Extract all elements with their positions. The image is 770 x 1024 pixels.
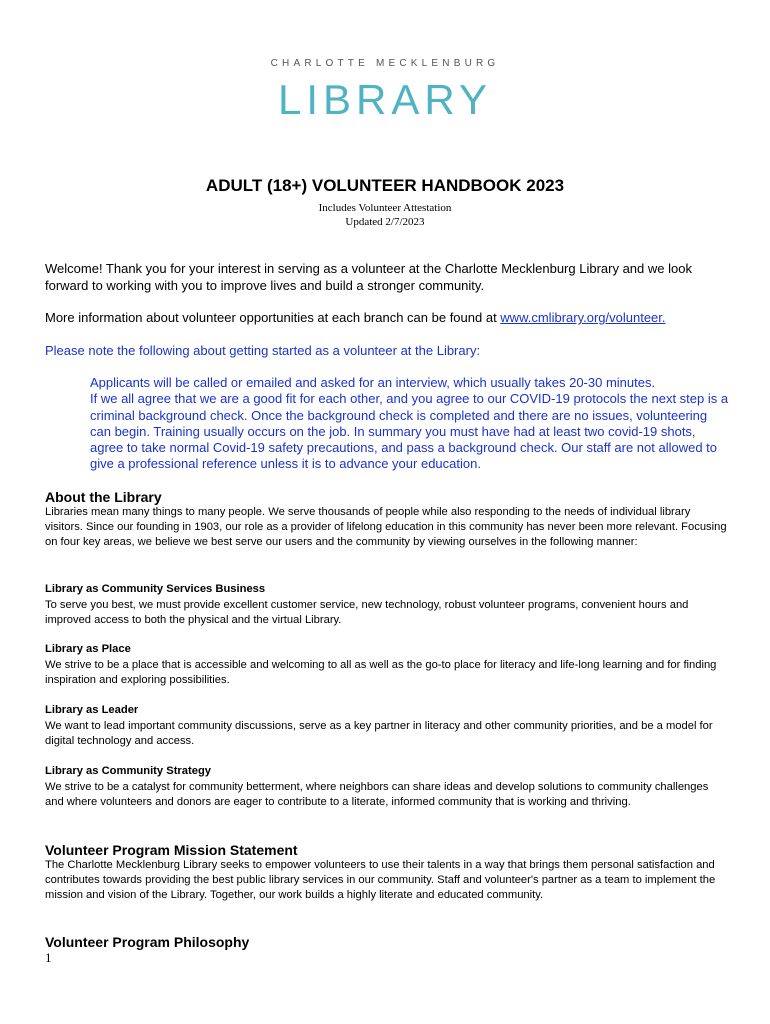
- about-body: Libraries mean many things to many people. We serve thousands of people while also responding to the needs of individual library visitors. Since our founding in 1903, our role as a provider of lifelong education in this community has never been more relevant. Focusing on four key areas, we believe we best serve our users and the community by viewing ourselves in the following manner:: [45, 506, 727, 549]
- area-body-business: To serve you best, we must provide excellent customer service, new technology, robust volunteer programs, convenient hours and improved access to both the physical and the virtual Library.: [45, 599, 689, 627]
- philosophy-heading: Volunteer Program Philosophy: [45, 934, 250, 950]
- mission-heading: Volunteer Program Mission Statement: [45, 842, 298, 858]
- area-heading-business: Library as Community Services Business: [45, 583, 266, 595]
- area-heading-leader: Library as Leader: [45, 704, 139, 716]
- more-info-text: More information about volunteer opportunities at each branch can be found at: [45, 310, 501, 325]
- mission-body: The Charlotte Mecklenburg Library seeks to empower volunteers to use their talents in a way that brings them personal satisfaction and contributes towards providing the best public library services in our community. Staff and volunteer's partner as a team to implement the mission and vision of the Library. Together, our work builds a highly literate and educated community.: [45, 859, 716, 902]
- please-note-paragraph: Please note the following about getting started as a volunteer at the Library:: [45, 343, 481, 358]
- note-interview: Applicants will be called or emailed and asked for an interview, which usually takes 20-30 minutes.: [90, 375, 656, 390]
- about-heading: About the Library: [45, 489, 162, 505]
- welcome-paragraph: Welcome! Thank you for your interest in serving as a volunteer at the Charlotte Mecklenburg Library and we look forward to working with you to improve lives and build a stronger community.: [45, 261, 692, 293]
- area-body-leader: We want to lead important community discussions, serve as a key partner in literacy and other community priorities, and be a model for digital technology and access.: [45, 720, 713, 748]
- area-heading-place: Library as Place: [45, 643, 131, 655]
- document-title: ADULT (18+) VOLUNTEER HANDBOOK 2023: [205, 176, 565, 195]
- updated-date: Updated 2/7/2023: [345, 216, 425, 228]
- getting-started-notes: [90, 375, 730, 473]
- document-subtitle: Includes Volunteer Attestation: [318, 202, 452, 214]
- library-logo: LIBRARY: [278, 76, 492, 123]
- area-heading-strategy: Library as Community Strategy: [45, 765, 211, 777]
- area-body-place: We strive to be a place that is accessible and welcoming to all as well as the go-to place for literacy and life-long learning and for finding inspiration and exploring possibilities.: [45, 659, 717, 687]
- area-body-strategy: We strive to be a catalyst for community betterment, where neighbors can share ideas and develop solutions to community challenges and where volunteers and donors are eager to contribute to a literate, informed community that is working and thriving.: [45, 781, 709, 809]
- more-info-paragraph: [45, 310, 730, 327]
- logo-top-text: CHARLOTTE MECKLENBURG: [270, 58, 500, 69]
- page-number: 1: [45, 950, 52, 965]
- volunteer-link[interactable]: www.cmlibrary.org/volunteer.: [500, 310, 666, 325]
- note-background-check: If we all agree that we are a good fit for each other, and you agree to our COVID-19 protocols the next step is a criminal background check. Once the background check is completed and there are no issues, volunteering can begin. Training usually occurs on the job. In summary you must have had at least two covid-19 shots, agree to take normal Covid-19 safety precautions, and pass a background check. Our staff are not allowed to give a professional reference unless it is to advance your education.: [90, 391, 729, 472]
